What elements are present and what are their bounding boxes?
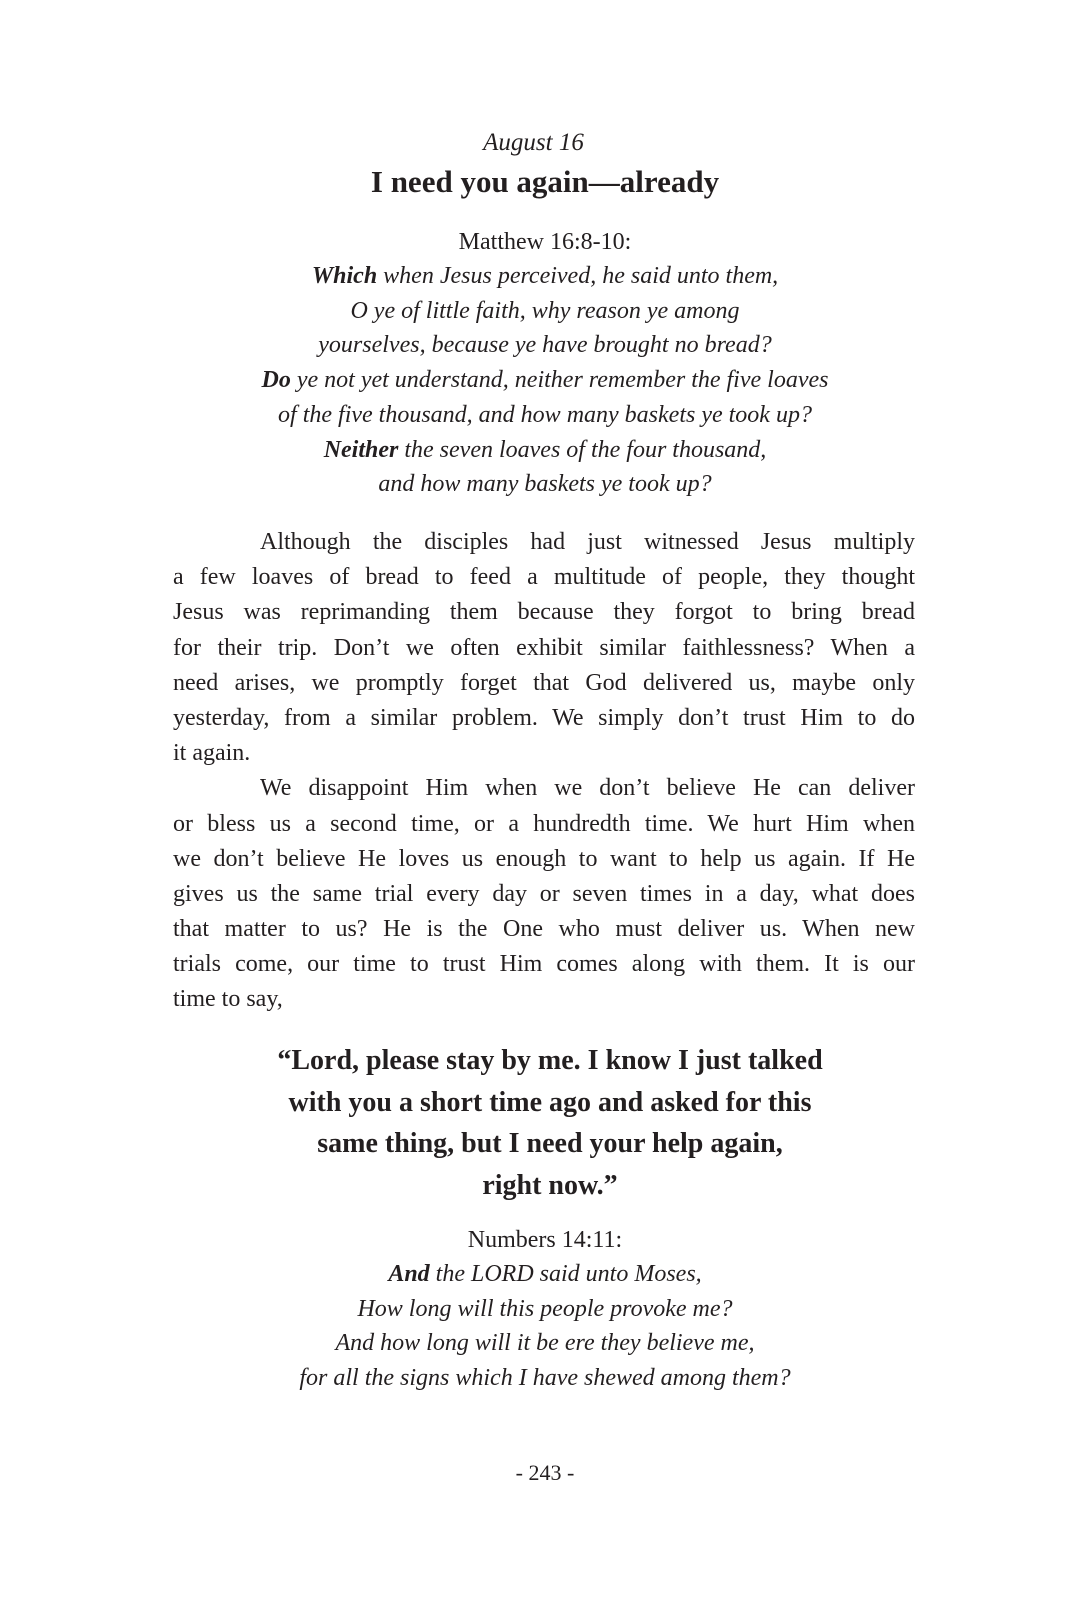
verse-line: [0, 1257, 1067, 1292]
page-number: - 243 -: [515, 1460, 575, 1485]
verse-text: when Jesus perceived, he said unto them,: [377, 263, 779, 289]
verse-text: ye not yet understand, neither remember the five loaves: [290, 367, 829, 394]
verse-lead-word: And: [388, 1261, 430, 1287]
paragraph-2-line: We disappoint Him when we don’t believe He can deliver: [260, 775, 915, 802]
entry-title: I need you again—already: [370, 164, 720, 199]
paragraph-1-line: it again.: [173, 740, 251, 767]
closing-verse-reference: Numbers 14:11:: [467, 1227, 623, 1253]
paragraph-1-line: need arises, we promptly forget that God delivered us, maybe only: [173, 669, 915, 696]
verse-text: and how many baskets ye took up?: [378, 471, 712, 498]
verse-text: yourselves, because ye have brought no bread?: [318, 332, 772, 359]
prayer-quote: [0, 1040, 1067, 1206]
verse-lead-word: Neither: [323, 436, 399, 463]
entry-date: August 16: [483, 129, 584, 156]
verse-line: [0, 467, 1067, 502]
verse-line: [0, 259, 1067, 294]
paragraph-1-line: yesterday, from a similar problem. We simply don’t trust Him to do: [173, 704, 915, 731]
verse-lead-word: Do: [261, 367, 291, 394]
verse-text: And how long will it be ere they believe me,: [335, 1330, 755, 1357]
opening-verse: [0, 225, 1067, 502]
verse-line: [0, 1361, 1067, 1396]
prayer-line: “Lord, please stay by me. I know I just talked: [277, 1045, 823, 1076]
verse-text: How long will this people provoke me?: [357, 1295, 733, 1322]
paragraph-2-line: that matter to us? He is the One who must deliver us. When new: [173, 916, 915, 943]
verse-line: [0, 294, 1067, 329]
paragraph-1-line: Although the disciples had just witnessed Jesus multiply: [260, 529, 915, 555]
paragraph-2-line: we don’t believe He loves us enough to want to help us again. If He: [173, 845, 915, 872]
verse-text: of the five thousand, and how many baskets ye took up?: [278, 401, 812, 428]
paragraph-2-line: or bless us a second time, or a hundredth time. We hurt Him when: [173, 810, 915, 837]
verse-line: [0, 1326, 1067, 1361]
prayer-line: with you a short time ago and asked for this: [288, 1086, 812, 1118]
paragraph-1-line: a few loaves of bread to feed a multitude of people, they thought: [173, 564, 915, 591]
verse-line: [0, 363, 1067, 398]
body-text: [173, 525, 915, 1018]
paragraph-2-line: trials come, our time to trust Him comes along with them. It is our: [173, 951, 915, 978]
verse-text: the seven loaves of the four thousand,: [398, 436, 767, 463]
prayer-line: right now.”: [482, 1169, 618, 1201]
paragraph-2-line: gives us the same trial every day or seven times in a day, what does: [173, 880, 915, 907]
verse-text: for all the signs which I have shewed among them?: [299, 1365, 791, 1392]
verse-line: [0, 328, 1067, 363]
paragraph-1-line: Jesus was reprimanding them because they forgot to bring bread: [173, 599, 915, 626]
opening-verse-reference: Matthew 16:8-10:: [458, 229, 632, 255]
verse-line: [0, 433, 1067, 468]
verse-line: [0, 1292, 1067, 1327]
paragraph-1-line: for their trip. Don’t we often exhibit similar faithlessness? When a: [173, 634, 915, 661]
verse-text: the LORD said unto Moses,: [429, 1261, 702, 1287]
verse-line: [0, 398, 1067, 433]
verse-lead-word: Which: [311, 263, 378, 289]
closing-verse: [0, 1223, 1067, 1396]
prayer-line: same thing, but I need your help again,: [317, 1128, 783, 1159]
verse-text: O ye of little faith, why reason ye among: [350, 297, 740, 324]
paragraph-2-line: time to say,: [173, 986, 283, 1013]
